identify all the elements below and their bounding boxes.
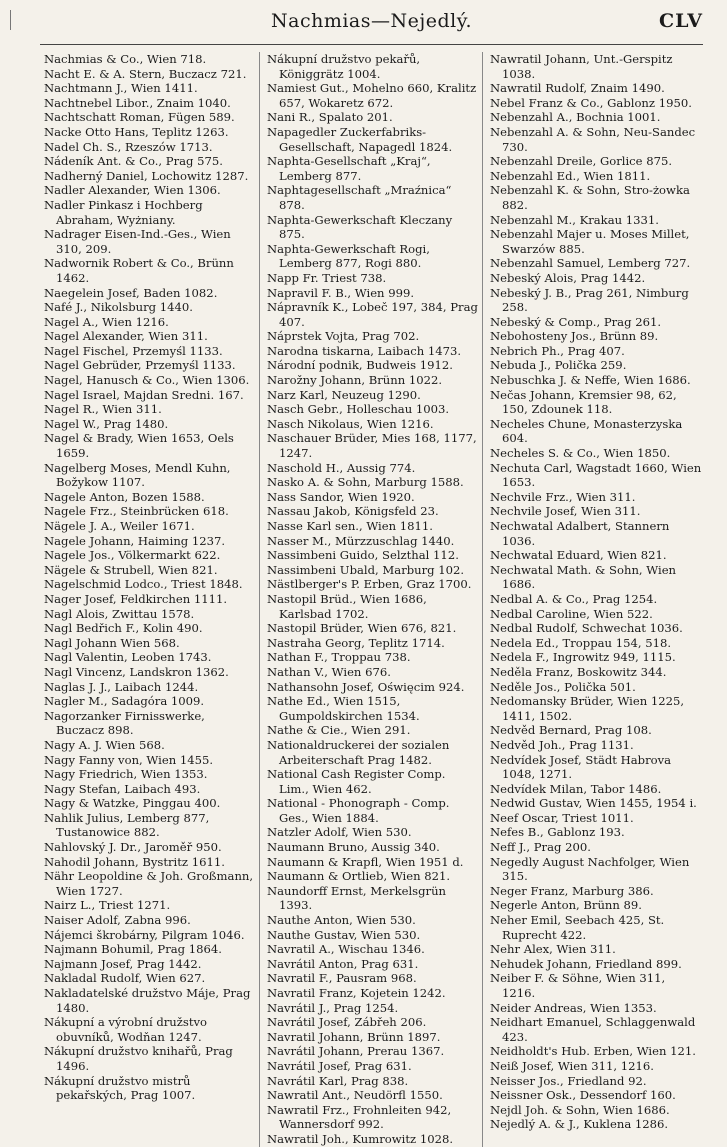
directory-entry: Nebeský & Comp., Prag 261.: [490, 314, 662, 329]
directory-entry: Nassimbeni Ubald, Marburg 102.: [267, 562, 465, 577]
directory-entry: Nádeník Ant. & Co., Prag 575.: [44, 154, 223, 169]
directory-entry: Nagy Friedrich, Wien 1353.: [44, 767, 208, 782]
directory-entry: Nagy & Watzke, Pinggau 400.: [44, 796, 221, 811]
directory-entry: Natzler Adolf, Wien 530.: [267, 825, 412, 840]
directory-entry: Nafé J., Nikolsburg 1440.: [44, 300, 193, 315]
directory-entry: Nagl Alois, Zwittau 1578.: [44, 606, 195, 621]
directory-entry: Nebuschka J. & Neffe, Wien 1686.: [490, 373, 691, 388]
directory-entry: Nedbal A. & Co., Prag 1254.: [490, 591, 658, 606]
directory-entry: Naphta-Gewerkschaft Kleczany 875.: [267, 212, 453, 242]
directory-entry: Nastraha Georg, Teplitz 1714.: [267, 635, 445, 650]
directory-entry: Naphtagesellschaft „Mraźnica“ 878.: [267, 183, 452, 212]
directory-entry: Nägele & Strubell, Wien 821.: [44, 562, 218, 577]
directory-entry: Nedwid Gustav, Wien 1455, 1954 i.: [490, 796, 697, 811]
directory-entry: National - Phonograph - Comp. Ges., Wien 1884.: [267, 796, 450, 825]
directory-entry: Nacht E. & A. Stern, Buczacz 721.: [44, 66, 247, 81]
directory-entry: Neff J., Prag 200.: [490, 840, 591, 855]
directory-entry: Nagler M., Sadagóra 1009.: [44, 694, 205, 709]
directory-entry: Nachtnebel Libor., Znaim 1040.: [44, 95, 231, 110]
directory-entry: Nagy Stefan, Laibach 493.: [44, 781, 201, 796]
directory-entry: Nägele J. A., Weiler 1671.: [44, 519, 195, 533]
directory-entry: Nahodil Johann, Bystritz 1611.: [44, 854, 225, 869]
page-title: Nachmias—Nejedlý.: [271, 10, 472, 32]
column-3: [490, 52, 706, 1147]
directory-entry: Naundorff Ernst, Merkelsgrün 1393.: [267, 883, 447, 913]
directory-entry: Nadwornik Robert & Co., Brünn 1462.: [44, 256, 234, 285]
directory-entry: Nedbal Caroline, Wien 522.: [490, 606, 653, 621]
directory-entry: Neděle Jos., Polička 501.: [490, 679, 636, 694]
directory-entry: Nassau Jakob, Königsfeld 23.: [267, 504, 439, 519]
directory-entry: Nedela F., Ingrowitz 949, 1115.: [490, 650, 676, 665]
directory-entry: Národní podnik, Budweis 1912.: [267, 358, 453, 373]
directory-entry: Nagl Vincenz, Landskron 1362.: [44, 664, 229, 679]
directory-entry: Naglas J. J., Laibach 1244.: [44, 679, 199, 694]
directory-entry: Nawratil Rudolf, Znaim 1490.: [490, 81, 665, 96]
directory-entry: Necheles S. & Co., Wien 1850.: [490, 446, 671, 461]
directory-entry: Nachtmann J., Wien 1411.: [44, 81, 198, 96]
directory-entry: Nebenzahl Samuel, Lemberg 727.: [490, 256, 691, 271]
directory-entry: Nebenzahl K. & Sohn, Stro-żowka 882.: [490, 183, 690, 212]
directory-entry: Neider Andreas, Wien 1353.: [490, 1000, 657, 1015]
directory-entry: Nebeský Alois, Prag 1442.: [490, 270, 646, 285]
directory-entry: Nawratil Ant., Neudörfl 1550.: [267, 1088, 443, 1103]
directory-entry: Nawratil Joh., Kumrowitz 1028.: [267, 1131, 454, 1146]
directory-entry: Neidhart Emanuel, Schlaggenwald 423.: [490, 1015, 696, 1044]
directory-entry: Nagele Frz., Steinbrücken 618.: [44, 504, 229, 519]
directory-entry: Nebrich Ph., Prag 407.: [490, 343, 625, 358]
directory-entry: Negerle Anton, Brünn 89.: [490, 898, 642, 913]
directory-entry: Nápravník K., Lobeč 197, 384, Prag 407.: [267, 300, 478, 329]
directory-entry: Namiest Gut., Mohelno 660, Kralitz 657, Wokaretz 672.: [267, 81, 477, 110]
directory-entry: Nagy A. J. Wien 568.: [44, 737, 165, 752]
directory-entry: Narožny Johann, Brünn 1022.: [267, 373, 443, 388]
directory-entry: Nakladal Rudolf, Wien 627.: [44, 971, 206, 986]
directory-entry: Neissner Osk., Dessendorf 160.: [490, 1088, 676, 1103]
directory-entry: Navratil Johann, Brünn 1897.: [267, 1029, 441, 1044]
directory-entry: Naschauer Brüder, Mies 168, 1177, 1247.: [267, 431, 477, 461]
directory-entry: Nagel, Hanusch & Co., Wien 1306.: [44, 373, 250, 388]
directory-entry: Nákupní družstvo pekařů, Königgrätz 1004.: [267, 52, 421, 81]
directory-entry: Nähr Leopoldine & Joh. Großmann, Wien 1727.: [44, 869, 254, 898]
directory-entry: Náprstek Vojta, Prag 702.: [267, 329, 420, 344]
directory-entry: Nebenzahl M., Krakau 1331.: [490, 212, 659, 227]
directory-entry: Nebenzahl Majer u. Moses Millet, Swarzów 885.: [490, 227, 690, 256]
directory-entry: Nager Josef, Feldkirchen 1111.: [44, 591, 228, 606]
directory-entry: Nedvěd Bernard, Prag 108.: [490, 723, 652, 738]
directory-entry: Nauthe Gustav, Wien 530.: [267, 927, 421, 942]
directory-entry: Nadler Pinkasz i Hochberg Abraham, Wyżniany.: [44, 197, 203, 227]
directory-entry: Naumann & Ortlieb, Wien 821.: [267, 869, 451, 884]
directory-entry: Navrátil Josef, Prag 631.: [267, 1058, 412, 1073]
directory-entry: Nedbal Rudolf, Schwechat 1036.: [490, 621, 683, 636]
column-1: [44, 52, 260, 1147]
directory-entry: Nebohosteny Jos., Brünn 89.: [490, 329, 659, 344]
directory-entry: Nagel Alexander, Wien 311.: [44, 329, 208, 344]
directory-entry: Nájemci škrobárny, Pilgram 1046.: [44, 927, 245, 942]
directory-entry: Nakladatelské družstvo Máje, Prag 1480.: [44, 986, 251, 1015]
directory-entry: Naumann & Krapfl, Wien 1951 d.: [267, 854, 464, 869]
directory-entry: Nechvile Frz., Wien 311.: [490, 489, 636, 504]
directory-entry: Nagorzanker Firnisswerke, Buczacz 898.: [44, 708, 205, 738]
directory-entry: Nasch Gebr., Holleschau 1003.: [267, 402, 450, 417]
directory-entry: Nebenzahl Ed., Wien 1811.: [490, 168, 651, 183]
directory-entry: Nagel & Brady, Wien 1653, Oels 1659.: [44, 431, 234, 461]
directory-entry: Nadrager Eisen-Ind.-Ges., Wien 310, 209.: [44, 227, 231, 256]
page-folio: CLV: [659, 10, 703, 32]
directory-entry: Navratil Franz, Kojetein 1242.: [267, 986, 446, 1000]
directory-entry: Neidholdt's Hub. Erben, Wien 121.: [490, 1044, 696, 1059]
directory-entry: Nechvile Josef, Wien 311.: [490, 504, 641, 519]
directory-entry: Nagel A., Wien 1216.: [44, 314, 169, 329]
directory-entry: Neiß Josef, Wien 311, 1216.: [490, 1058, 654, 1073]
directory-entry: Navrátil J., Prag 1254.: [267, 1000, 399, 1015]
directory-entry: Nagelschmid Lodco., Triest 1848.: [44, 577, 243, 592]
directory-entry: Nákupní družstvo mistrů pekařských, Prag 1007.: [44, 1073, 196, 1103]
directory-entry: Nebeský J. B., Prag 261, Nimburg 258.: [490, 285, 689, 315]
directory-entry: Nahlovský J. Dr., Jaroměř 950.: [44, 840, 222, 855]
directory-entry: Nagy Fanny von, Wien 1455.: [44, 752, 214, 767]
directory-entry: Nawratil Johann, Unt.-Gerspitz 1038.: [490, 52, 673, 81]
directory-entry: Nefes B., Gablonz 193.: [490, 825, 625, 840]
directory-entry: Nedela Ed., Troppau 154, 518.: [490, 635, 672, 650]
directory-entry: Nahlik Julius, Lemberg 877, Tustanowice 882.: [44, 810, 210, 840]
directory-entry: Nagelberg Moses, Mendl Kuhn, Božykow 1107.: [44, 460, 231, 490]
directory-entry: Nejdl Joh. & Sohn, Wien 1686.: [490, 1102, 670, 1117]
directory-entry: Nehudek Johann, Friedland 899.: [490, 956, 682, 971]
directory-entry: Neděla Franz, Boskowitz 344.: [490, 664, 667, 679]
column-2: [267, 52, 483, 1147]
directory-entry: Nedvěd Joh., Prag 1131.: [490, 737, 634, 752]
directory-entry: Nedvídek Josef, Städt Habrova 1048, 1271.: [490, 752, 672, 782]
directory-entry: Nassimbeni Guido, Selzthal 112.: [267, 548, 459, 563]
directory-entry: Negedly August Nachfolger, Wien 315.: [490, 854, 690, 884]
directory-entry: Nechuta Carl, Wagstadt 1660, Wien 1653.: [490, 460, 702, 490]
directory-entry: Nairz L., Triest 1271.: [44, 898, 171, 913]
directory-entry: Nebenzahl A. & Sohn, Neu-Sandec 730.: [490, 124, 696, 154]
directory-entry: Nathe & Cie., Wien 291.: [267, 723, 411, 738]
directory-entry: Neher Emil, Seebach 425, St. Ruprecht 422.: [490, 913, 665, 942]
directory-entry: Najmann Bohumil, Prag 1864.: [44, 942, 222, 957]
directory-entry: Navrátil Josef, Zábřeh 206.: [267, 1015, 427, 1030]
directory-entry: Naiser Adolf, Zabna 996.: [44, 913, 191, 928]
directory-entry: Nastopil Brüder, Wien 676, 821.: [267, 621, 457, 636]
directory-entry: Nákupní družstvo knihařů, Prag 1496.: [44, 1044, 233, 1073]
directory-entry: Necheles Chune, Monasterzyska 604.: [490, 416, 683, 446]
directory-entry: Nasko A. & Sohn, Marburg 1588.: [267, 475, 464, 490]
directory-entry: Nasch Nikolaus, Wien 1216.: [267, 416, 434, 431]
margin-mark: [10, 10, 13, 30]
directory-entry: Nechwatal Eduard, Wien 821.: [490, 548, 667, 563]
directory-entry: Nákupní a výrobní družstvo obuvníků, Wodňan 1247.: [44, 1015, 208, 1044]
directory-entry: Neger Franz, Marburg 386.: [490, 883, 654, 898]
directory-entry: Naphta-Gewerkschaft Rogi, Lemberg 877, Rogi 880.: [267, 241, 430, 271]
directory-entry: Nacke Otto Hans, Teplitz 1263.: [44, 124, 229, 139]
directory-entry: Nass Sandor, Wien 1920.: [267, 489, 415, 504]
directory-entry: Nagl Johann Wien 568.: [44, 635, 180, 650]
directory-entry: Nechwatal Adalbert, Stannern 1036.: [490, 519, 670, 548]
directory-entry: Nachtschatt Roman, Fügen 589.: [44, 110, 235, 125]
directory-entry: Nagel Israel, Majdan Sredni. 167.: [44, 387, 244, 402]
directory-entry: Navrátil Anton, Prag 631.: [267, 956, 419, 971]
directory-entry: Napravil F. B., Wien 999.: [267, 285, 415, 300]
directory-entry: Nagl Bedřich F., Kolin 490.: [44, 621, 203, 636]
directory-entry: Nawratil Frz., Frohnleiten 942, Wannersdorf 992.: [267, 1102, 452, 1132]
directory-entry: Nebenzahl A., Bochnia 1001.: [490, 110, 661, 125]
directory-entry: Nasse Karl sen., Wien 1811.: [267, 519, 433, 533]
header-rule: [40, 44, 703, 45]
directory-entry: Nasser M., Mürzzuschlag 1440.: [267, 533, 455, 548]
directory-entry: Nagl Valentin, Leoben 1743.: [44, 650, 212, 665]
directory-entry: Navratil A., Wischau 1346.: [267, 942, 425, 957]
directory-entry: Narodna tiskarna, Laibach 1473.: [267, 343, 462, 358]
directory-entry: Nehr Alex, Wien 311.: [490, 942, 616, 957]
directory-entry: Nani R., Spalato 201.: [267, 110, 393, 125]
directory-entry: Nagel W., Prag 1480.: [44, 416, 169, 431]
directory-entry: Nejedlý A. & J., Kuklena 1286.: [490, 1117, 669, 1132]
directory-entry: Nathe Ed., Wien 1515, Gumpoldskirchen 1534.: [267, 694, 420, 723]
directory-entry: Nebel Franz & Co., Gablonz 1950.: [490, 95, 692, 110]
directory-entry: Nebenzahl Dreile, Gorlice 875.: [490, 154, 673, 169]
directory-entry: Naumann Bruno, Aussig 340.: [267, 840, 440, 855]
directory-entry: Nathansohn Josef, Oświęcim 924.: [267, 679, 465, 694]
directory-entry: Nachmias & Co., Wien 718.: [44, 52, 207, 66]
directory-entry: Nadler Alexander, Wien 1306.: [44, 183, 221, 198]
directory-columns: [44, 52, 706, 1146]
directory-entry: Nästlberger's P. Erben, Graz 1700.: [267, 577, 472, 592]
directory-entry: Nastopil Brüd., Wien 1686, Karlsbad 1702.: [267, 591, 427, 621]
directory-entry: Neisser Jos., Friedland 92.: [490, 1073, 647, 1088]
directory-entry: Narz Karl, Neuzeug 1290.: [267, 387, 421, 402]
directory-entry: Nagel Gebrüder, Przemyśl 1133.: [44, 358, 236, 373]
directory-entry: National Cash Register Comp. Lim., Wien 462.: [267, 767, 446, 796]
directory-entry: Nagel Fischel, Przemyśl 1133.: [44, 343, 223, 358]
page-header: [40, 10, 703, 44]
directory-entry: Naschold H., Aussig 774.: [267, 460, 416, 475]
directory-entry: Nedvídek Milan, Tabor 1486.: [490, 781, 662, 796]
directory-entry: Nathan V., Wien 676.: [267, 664, 391, 679]
directory-entry: Nadel Ch. S., Rzeszów 1713.: [44, 139, 213, 154]
directory-entry: Nationaldruckerei der sozialen Arbeiterschaft Prag 1482.: [267, 737, 450, 767]
directory-entry: Najmann Josef, Prag 1442.: [44, 956, 202, 971]
directory-entry: Navrátil Karl, Prag 838.: [267, 1073, 409, 1088]
directory-entry: Navrátil Johann, Prerau 1367.: [267, 1044, 445, 1059]
directory-entry: Nagele Anton, Bozen 1588.: [44, 489, 205, 504]
directory-entry: Neiber F. & Söhne, Wien 311, 1216.: [490, 971, 666, 1000]
directory-entry: Nagele Jos., Völkermarkt 622.: [44, 548, 221, 563]
directory-entry: Nebuda J., Polička 259.: [490, 358, 627, 373]
directory-entry: Nedomansky Brüder, Wien 1225, 1411, 1502.: [490, 694, 685, 723]
directory-entry: Napagedler Zuckerfabriks-Gesellschaft, Napagedl 1824.: [267, 124, 453, 154]
directory-entry: Naphta-Gesellschaft „Kraj“, Lemberg 877.: [267, 154, 431, 183]
directory-entry: Nauthe Anton, Wien 530.: [267, 913, 416, 928]
directory-entry: Neef Oscar, Triest 1011.: [490, 810, 634, 825]
directory-entry: Nadherný Daniel, Lochowitz 1287.: [44, 168, 249, 183]
directory-entry: Nečas Johann, Kremsier 98, 62, 150, Zdounek 118.: [490, 387, 677, 417]
directory-entry: Nagele Johann, Haiming 1237.: [44, 533, 226, 548]
directory-entry: Napp Fr. Triest 738.: [267, 270, 387, 285]
directory-entry: Nathan F., Troppau 738.: [267, 650, 411, 665]
directory-entry: Nechwatal Math. & Sohn, Wien 1686.: [490, 562, 677, 592]
directory-entry: Naegelein Josef, Baden 1082.: [44, 285, 218, 300]
directory-entry: Nagel R., Wien 311.: [44, 402, 162, 417]
directory-entry: Navratil F., Pausram 968.: [267, 971, 417, 986]
